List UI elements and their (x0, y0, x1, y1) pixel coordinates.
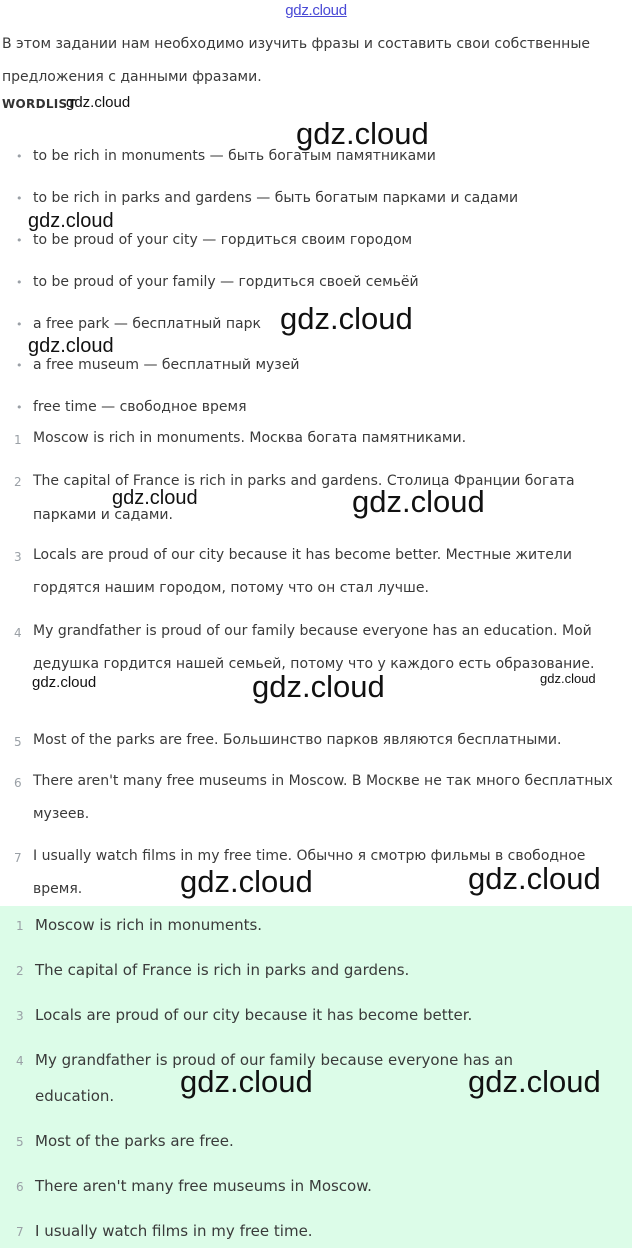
highlight-text: I usually watch films in my free time. (35, 1222, 313, 1240)
answer-text: Most of the parks are free. Большинство парков являются бесплатными. (33, 732, 562, 748)
watermark: gdz.cloud (540, 671, 596, 686)
answer-text: My grandfather is proud of our family because everyone has an education. Мой дедушка гордится нашей семьей, потому что у каждого есть образование. (33, 623, 595, 672)
watermark: gdz.cloud (66, 94, 131, 111)
highlight-number: 4 (16, 1054, 24, 1068)
wordlist-item-text: to be proud of your family — гордиться своей семьёй (33, 274, 419, 290)
highlight-number: 3 (16, 1009, 24, 1023)
highlight-number: 2 (16, 964, 24, 978)
answer-text: Locals are proud of our city because it has become better. Местные жители гордятся нашим городом, потому что он стал лучше. (33, 547, 572, 596)
highlight-text: Most of the parks are free. (35, 1132, 234, 1150)
bullet-icon: • (16, 359, 23, 372)
watermark: gdz.cloud (112, 487, 198, 509)
answer-number: 3 (14, 550, 22, 564)
watermark: gdz.cloud (28, 210, 114, 232)
bullet-icon: • (16, 234, 23, 247)
highlight-text: Moscow is rich in monuments. (35, 916, 263, 934)
highlight-number: 7 (16, 1225, 24, 1239)
answer-text: The capital of France is rich in parks and gardens. Столица Франции богата парками и садами. (33, 473, 575, 523)
wordlist-item-text: a free museum — бесплатный музей (33, 357, 300, 373)
intro-text: В этом задании нам необходимо изучить фразы и составить свои собственные предложения с данными фразами. (2, 36, 591, 85)
highlight-text: Locals are proud of our city because it has become better. (35, 1006, 473, 1024)
watermark: gdz.cloud (180, 864, 313, 899)
answer-text: Moscow is rich in monuments. Москва богата памятниками. (33, 430, 467, 446)
watermark: gdz.cloud (468, 1064, 601, 1099)
wordlist-item-text: a free park — бесплатный парк (33, 316, 261, 332)
watermark: gdz.cloud (468, 861, 601, 896)
watermark: gdz.cloud (252, 669, 385, 704)
highlight-text: The capital of France is rich in parks and gardens. (35, 961, 410, 979)
bullet-icon: • (16, 150, 23, 163)
answer-number: 1 (14, 433, 22, 447)
watermark: gdz.cloud (296, 116, 429, 151)
watermark: gdz.cloud (352, 484, 485, 519)
watermark: gdz.cloud (28, 335, 114, 357)
bullet-icon: • (16, 401, 23, 414)
highlight-text: My grandfather is proud of our family because everyone has an education. (35, 1051, 514, 1105)
answer-text: I usually watch films in my free time. Обычно я смотрю фильмы в свободное время. (33, 848, 586, 897)
wordlist-item-text: to be rich in parks and gardens — быть богатым парками и садами (33, 190, 519, 206)
highlight-number: 1 (16, 919, 24, 933)
bullet-icon: • (16, 192, 23, 205)
answer-number: 4 (14, 626, 22, 640)
top-watermark-link[interactable]: gdz.cloud (285, 2, 347, 19)
answer-number: 6 (14, 776, 22, 790)
bullet-icon: • (16, 318, 23, 331)
watermark: gdz.cloud (180, 1064, 313, 1099)
wordlist-heading: WORDLIST (2, 97, 76, 111)
answer-number: 5 (14, 735, 22, 749)
wordlist-item-text: to be rich in monuments — быть богатым памятниками (33, 148, 436, 164)
wordlist-item-text: free time — свободное время (33, 399, 247, 415)
highlight-text: There aren't many free museums in Moscow. (35, 1177, 372, 1195)
answer-number: 7 (14, 851, 22, 865)
answer-text: There aren't many free museums in Moscow. В Москве не так много бесплатных музеев. (33, 773, 613, 822)
highlight-number: 6 (16, 1180, 24, 1194)
watermark: gdz.cloud (280, 301, 413, 336)
wordlist-item-text: to be proud of your city — гордиться своим городом (33, 232, 413, 248)
answer-number: 2 (14, 475, 22, 489)
highlight-number: 5 (16, 1135, 24, 1149)
bullet-icon: • (16, 276, 23, 289)
watermark: gdz.cloud (32, 674, 97, 691)
